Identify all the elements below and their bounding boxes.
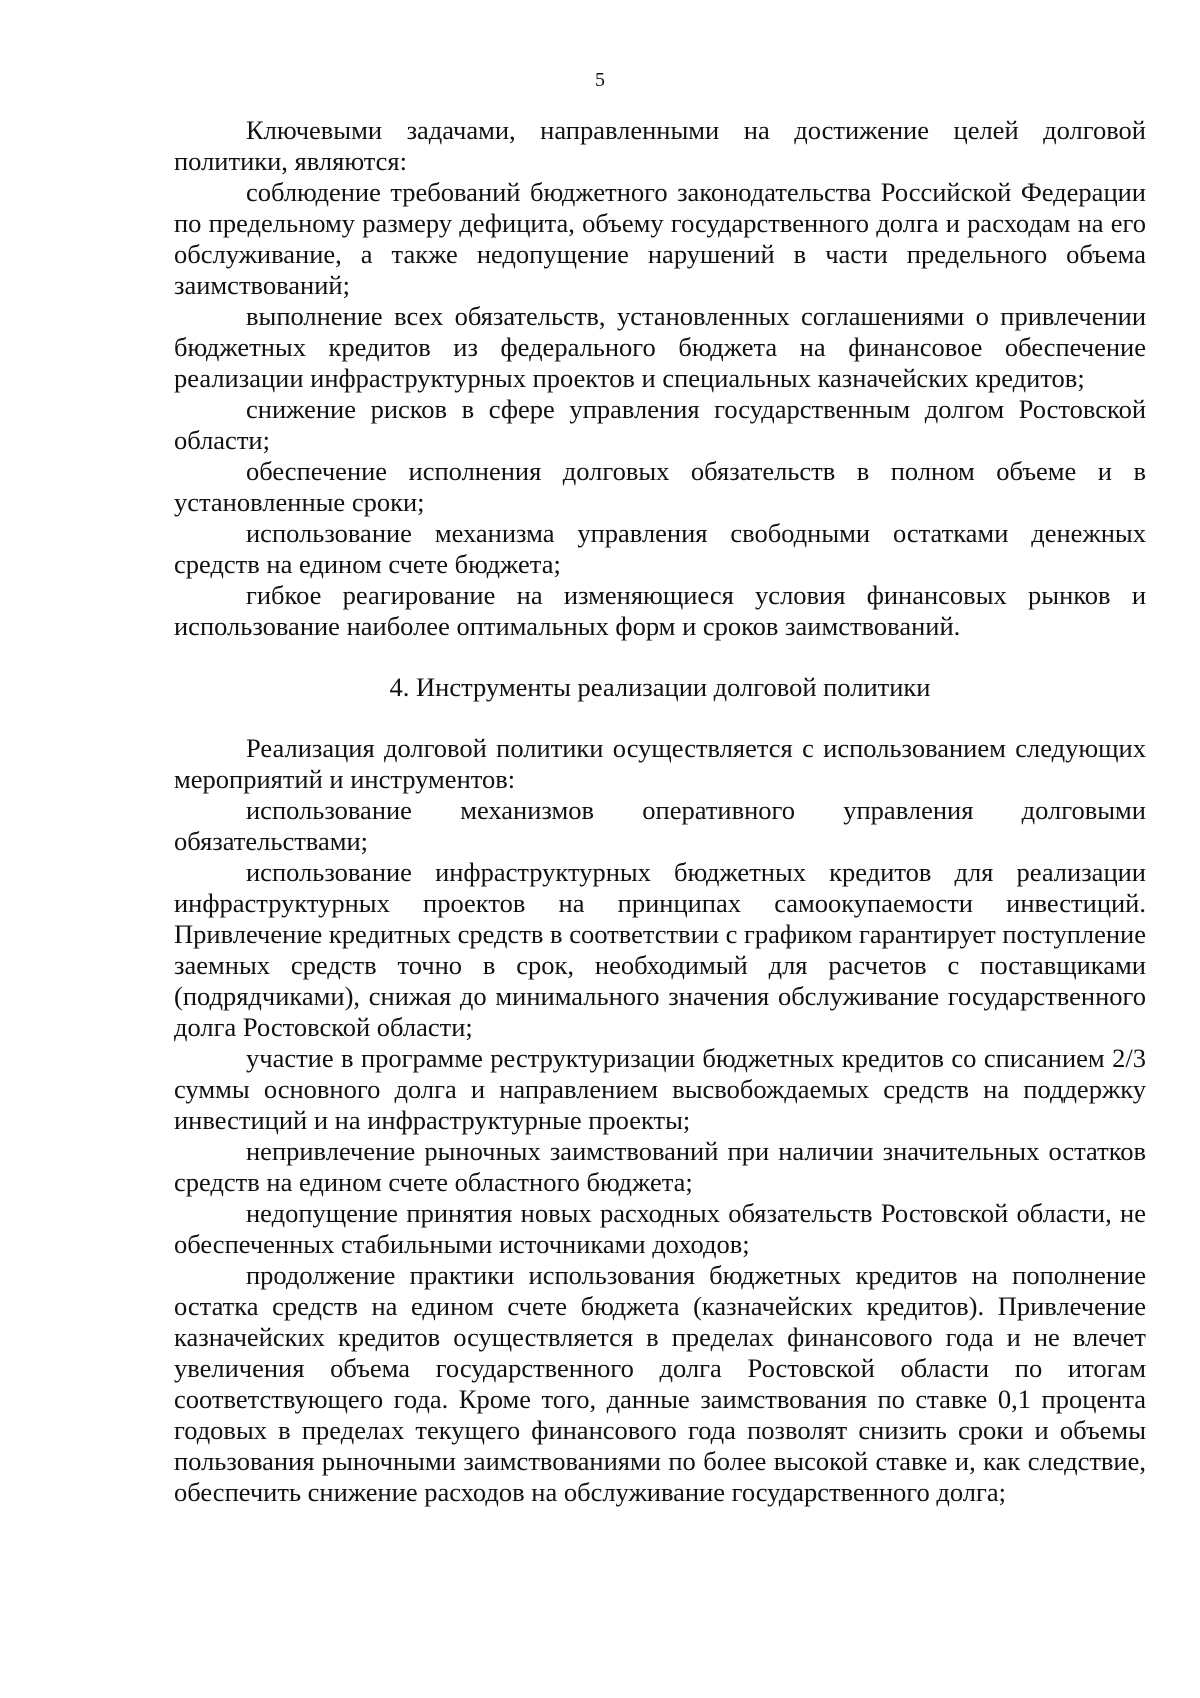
- section-key-tasks: [174, 115, 1146, 642]
- paragraph: использование механизма управления свободными остатками денежных средств на едином счете бюджета;: [174, 518, 1146, 579]
- section-heading-block: [174, 672, 1146, 703]
- section-instruments: [174, 733, 1146, 1508]
- paragraph: гибкое реагирование на изменяющиеся условия финансовых рынков и использование наиболее оптимальных форм и сроков заимствований.: [174, 580, 1146, 641]
- page-number: 5: [595, 69, 605, 91]
- section-heading: 4. Инструменты реализации долговой политики: [389, 672, 931, 702]
- paragraph: продолжение практики использования бюджетных кредитов на пополнение остатка средств на едином счете бюджета (казначейских кредитов). Привлечение казначейских кредитов осуществляется в пределах финансового года и не влечет увеличения объема государственного долга Ростовской области по итогам соответствующего года. Кроме того, данные заимствования по ставке 0,1 процента годовых в пределах текущего финансового года позволят снизить сроки и объемы пользования рыночными заимствованиями по более высокой ставке и, как следствие, обеспечить снижение расходов на обслуживание государственного долга;: [174, 1260, 1146, 1507]
- paragraph: недопущение принятия новых расходных обязательств Ростовской области, не обеспеченных стабильными источниками доходов;: [174, 1198, 1146, 1259]
- paragraph: Реализация долговой политики осуществляется с использованием следующих мероприятий и инструментов:: [174, 733, 1146, 794]
- paragraph: соблюдение требований бюджетного законодательства Российской Федерации по предельному размеру дефицита, объему государственного долга и расходам на его обслуживание, а также недопущение нарушений в части предельного объема заимствований;: [174, 177, 1146, 300]
- paragraph: участие в программе реструктуризации бюджетных кредитов со списанием 2/3 суммы основного долга и направлением высвобождаемых средств на поддержку инвестиций и на инфраструктурные проекты;: [174, 1043, 1146, 1135]
- paragraph: снижение рисков в сфере управления государственным долгом Ростовской области;: [174, 394, 1146, 455]
- paragraph: использование механизмов оперативного управления долговыми обязательствами;: [174, 795, 1146, 856]
- document-body: [174, 115, 1146, 1508]
- paragraph: непривлечение рыночных заимствований при наличии значительных остатков средств на едином счете областного бюджета;: [174, 1136, 1146, 1197]
- paragraph: обеспечение исполнения долговых обязательств в полном объеме и в установленные сроки;: [174, 456, 1146, 517]
- paragraph: выполнение всех обязательств, установленных соглашениями о привлечении бюджетных кредитов из федерального бюджета на финансовое обеспечение реализации инфраструктурных проектов и специальных казначейских кредитов;: [174, 301, 1146, 393]
- paragraph: использование инфраструктурных бюджетных кредитов для реализации инфраструктурных проектов на принципах самоокупаемости инвестиций. Привлечение кредитных средств в соответствии с графиком гарантирует поступление заемных средств точно в срок, необходимый для расчетов с поставщиками (подрядчиками), снижая до минимального значения обслуживание государственного долга Ростовской области;: [174, 857, 1146, 1042]
- paragraph: Ключевыми задачами, направленными на достижение целей долговой политики, являются:: [174, 115, 1146, 176]
